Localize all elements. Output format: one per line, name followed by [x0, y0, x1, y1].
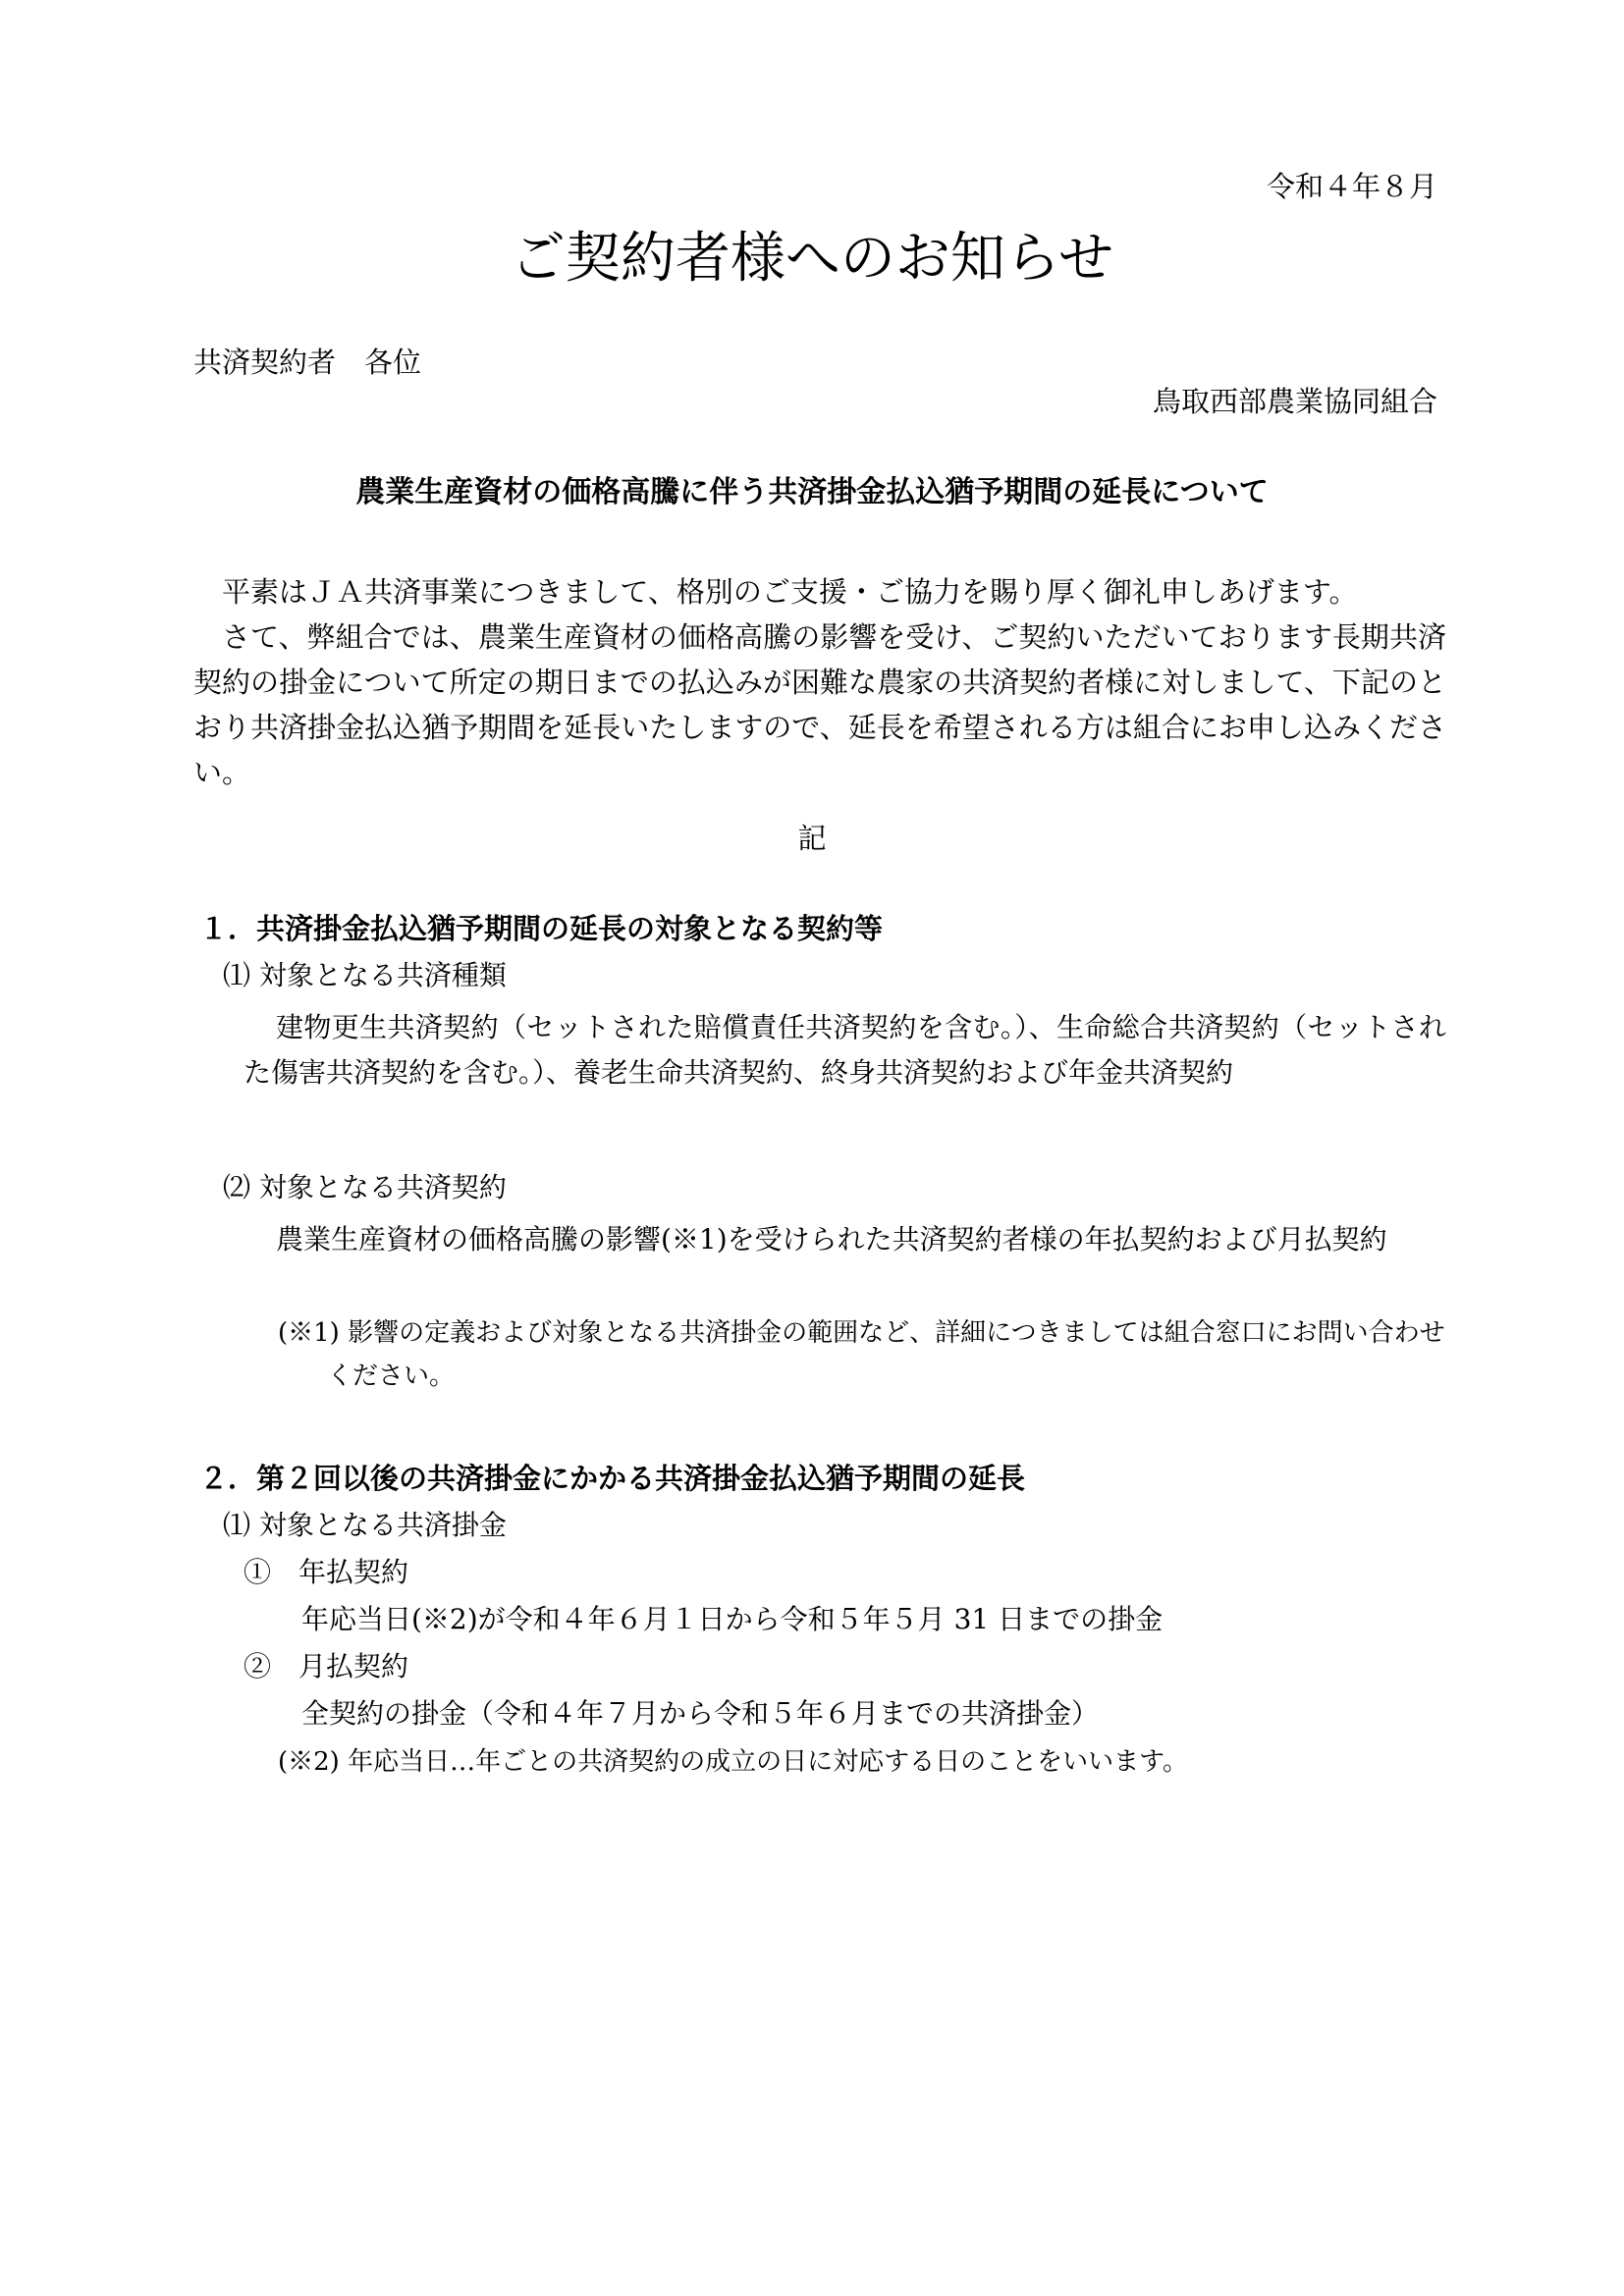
subject-heading: 農業生産資材の価格高騰に伴う共済掛金払込猶予期間の延長について: [355, 475, 1269, 509]
section1-sub1-label: ⑴ 対象となる共済種類: [223, 959, 507, 991]
issue-date: 令和４年８月: [1266, 170, 1437, 203]
section1-heading: １．共済掛金払込猶予期間の延長の対象となる契約等: [199, 912, 884, 945]
section1-sub2-label: ⑵ 対象となる共済契約: [223, 1171, 507, 1203]
section2-note: (※2) 年応当日…年ごとの共済契約の成立の日に対応する日のことをいいます。: [278, 1747, 1189, 1777]
sender-organization: 鳥取西部農業協同組合: [1152, 385, 1437, 418]
addressee: 共済契約者 各位: [193, 346, 422, 379]
body-text: [193, 569, 1446, 795]
greeting-paragraph: 平素はＪＡ共済事業につきまして、格別のご支援・ご協力を賜り厚く御礼申しあげます。: [222, 575, 1358, 609]
main-paragraph: さて、弊組合では、農業生産資材の価格高騰の影響を受け、ご契約いただいております長期共済契約の掛金について所定の期日までの払込みが困難な農家の共済契約者様に対しまして、下記のとおり共済掛金払込猶予期間を延長いたしますので、延長を希望される方は組合にお申し込みください。: [193, 620, 1446, 789]
section1-sub2-body: [244, 1217, 1446, 1262]
annual-contract-label: ① 年払契約: [244, 1556, 409, 1588]
section2-heading: ２．第２回以後の共済掛金にかかる共済掛金払込猶予期間の延長: [199, 1462, 1026, 1495]
note1-text: (※1) 影響の定義および対象となる共済掛金の範囲など、詳細につきましては組合窓口にお問い合わせください。: [278, 1318, 1445, 1391]
section1-sub2-text: 農業生産資材の価格高騰の影響(※1)を受けられた共済契約者様の年払契約および月払契約: [276, 1223, 1387, 1255]
annual-contract-text: 年応当日(※2)が令和４年６月１日から令和５年５月 31 日までの掛金: [301, 1603, 1164, 1635]
section1-sub1-text: 建物更生共済契約（セットされた賠償責任共済契約を含む。）、生命総合共済契約（セットされた傷害共済契約を含む。）、養老生命共済契約、終身共済契約および年金共済契約: [244, 1011, 1446, 1089]
section1-note: [278, 1311, 1446, 1398]
section1-sub1-body: [244, 1005, 1446, 1095]
section2-sub1-label: ⑴ 対象となる共済掛金: [223, 1509, 507, 1541]
page-title: ご契約者様へのお知らせ: [510, 227, 1114, 291]
monthly-contract-label: ② 月払契約: [244, 1650, 409, 1682]
monthly-contract-text: 全契約の掛金（令和４年７月から令和５年６月までの共済掛金）: [301, 1697, 1100, 1730]
ki-marker: 記: [797, 822, 827, 855]
